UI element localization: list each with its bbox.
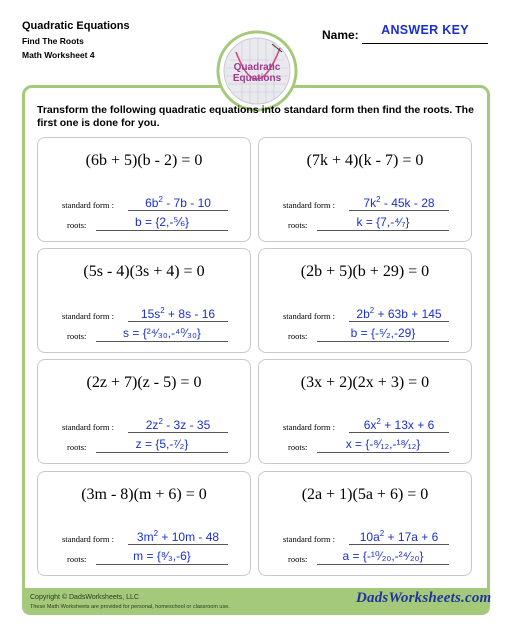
problem-card [37, 359, 251, 464]
sf-leading-term: 2b [356, 307, 370, 321]
answer-line [349, 544, 449, 545]
sf-exponent: 2 [158, 195, 163, 204]
answer-line [349, 210, 449, 211]
standard-form-answer [128, 529, 228, 544]
roots-answer: s = {²⁴⁄₃₀,-⁴⁰⁄₃₀} [123, 326, 201, 340]
standard-form-label: standard form : [283, 422, 335, 432]
sf-rest: + 10m - 48 [158, 530, 220, 544]
equation: (2a + 1)(5a + 6) = 0 [301, 486, 429, 503]
sf-leading-term: 6b [145, 196, 159, 210]
logo-line2: Equations [232, 73, 282, 84]
usage-note: These Math Worksheets are provided for personal, homeschool or classroom use. [30, 604, 230, 610]
roots-row [259, 216, 471, 232]
standard-form-label: standard form : [283, 311, 335, 321]
quadratic-equations-logo [216, 30, 298, 112]
problem-card [258, 137, 472, 242]
sf-rest: - 3z - 35 [162, 418, 211, 432]
roots-answer: k = {7,-⁴⁄₇} [356, 215, 410, 229]
roots-answer: x = {-⁸⁄₁₂,-¹⁸⁄₁₂} [345, 437, 421, 451]
roots-row [38, 327, 250, 343]
sf-exponent: 2 [376, 195, 381, 204]
standard-form-answer [128, 195, 228, 210]
answer-line [317, 564, 449, 565]
sf-exponent: 2 [376, 417, 381, 426]
sf-rest: + 13x + 6 [380, 418, 435, 432]
roots-answer: m = {⁸⁄₃,-6} [133, 549, 191, 563]
answer-line [128, 321, 228, 322]
worksheet-header [22, 20, 130, 60]
standard-form-label: standard form : [62, 200, 114, 210]
roots-label: roots: [288, 220, 308, 230]
instructions: Transform the following quadratic equations into standard form then find the roots. The first one is done for you. [37, 104, 474, 129]
answer-line [96, 564, 228, 565]
worksheet-subtitle: Find The Roots [22, 36, 84, 46]
answer-line [317, 230, 449, 231]
answer-line [128, 210, 228, 211]
answer-line [96, 230, 228, 231]
standard-form-label: standard form : [62, 534, 114, 544]
dadsworksheets-logo [356, 590, 491, 607]
answer-line [96, 452, 228, 453]
roots-answer: a = {-¹⁰⁄₂₀,-²⁴⁄₂₀} [342, 549, 424, 563]
standard-form-row [38, 307, 250, 323]
answer-line [128, 544, 228, 545]
standard-form-row [38, 530, 250, 546]
standard-form-row [259, 418, 471, 434]
standard-form-row [38, 196, 250, 212]
answer-line [96, 341, 228, 342]
roots-row [38, 550, 250, 566]
standard-form-row [259, 307, 471, 323]
worksheet-number: Math Worksheet 4 [22, 50, 95, 60]
brand-worksheets: Worksheets.com [388, 590, 492, 606]
equation: (3x + 2)(2x + 3) = 0 [300, 374, 430, 391]
equation: (3m - 8)(m + 6) = 0 [81, 486, 207, 503]
sf-exponent: 2 [160, 306, 165, 315]
problem-card [37, 471, 251, 576]
sf-leading-term: 15s [140, 307, 161, 321]
sf-rest: - 45k - 28 [380, 196, 435, 210]
problem-card [37, 248, 251, 353]
sf-rest: + 17a + 6 [384, 530, 439, 544]
roots-row [259, 438, 471, 454]
roots-row [38, 438, 250, 454]
standard-form-label: standard form : [283, 534, 335, 544]
logo-line1: Quadratic [233, 62, 281, 73]
standard-form-row [259, 530, 471, 546]
name-line [362, 43, 488, 44]
problem-card [37, 137, 251, 242]
sf-exponent: 2 [153, 529, 159, 538]
roots-label: roots: [288, 331, 308, 341]
equation: (2b + 5)(b + 29) = 0 [300, 263, 430, 280]
roots-row [38, 216, 250, 232]
brand-dads: Dads [356, 590, 389, 606]
problem-card [258, 359, 472, 464]
standard-form-row [38, 418, 250, 434]
problem-card [258, 248, 472, 353]
roots-label: roots: [67, 331, 87, 341]
sf-exponent: 2 [158, 417, 163, 426]
standard-form-answer [349, 306, 449, 321]
roots-label: roots: [288, 554, 308, 564]
standard-form-answer [128, 417, 228, 432]
equation: (7k + 4)(k - 7) = 0 [306, 152, 424, 169]
roots-label: roots: [288, 442, 308, 452]
roots-row [259, 550, 471, 566]
standard-form-answer [128, 306, 228, 321]
standard-form-answer [349, 417, 449, 432]
sf-exponent: 2 [379, 529, 385, 538]
sf-leading-term: 7k [363, 196, 377, 210]
answer-line [349, 432, 449, 433]
sf-exponent: 2 [369, 306, 375, 315]
worksheet-title: Quadratic Equations [22, 20, 130, 32]
standard-form-row [259, 196, 471, 212]
sf-leading-term: 10a [359, 530, 380, 544]
standard-form-label: standard form : [62, 422, 114, 432]
name-value: ANSWER KEY [381, 23, 469, 37]
answer-line [349, 321, 449, 322]
roots-answer: b = {2,-⅚} [135, 215, 189, 229]
roots-answer: b = {-⁵⁄₂,-29} [350, 326, 416, 340]
problem-card [258, 471, 472, 576]
sf-leading-term: 3m [136, 530, 154, 544]
answer-line [317, 341, 449, 342]
answer-line [128, 432, 228, 433]
name-field [322, 22, 492, 46]
sf-rest: + 8s - 16 [164, 307, 216, 321]
roots-label: roots: [67, 442, 87, 452]
standard-form-answer [349, 529, 449, 544]
standard-form-label: standard form : [283, 200, 335, 210]
sf-rest: - 7b - 10 [162, 196, 211, 210]
equation: (6b + 5)(b - 2) = 0 [85, 152, 203, 169]
standard-form-answer [349, 195, 449, 210]
equation: (5s - 4)(3s + 4) = 0 [83, 263, 205, 280]
roots-label: roots: [67, 220, 87, 230]
copyright: Copyright © DadsWorksheets, LLC [30, 594, 139, 601]
sf-leading-term: 6x [363, 418, 377, 432]
name-label: Name: [322, 28, 359, 42]
sf-rest: + 63b + 145 [374, 307, 442, 321]
roots-answer: z = {5,-⁷⁄₂} [135, 437, 189, 451]
roots-label: roots: [67, 554, 87, 564]
answer-line [317, 452, 449, 453]
roots-row [259, 327, 471, 343]
standard-form-label: standard form : [62, 311, 114, 321]
equation: (2z + 7)(z - 5) = 0 [86, 374, 202, 391]
sf-leading-term: 2z [145, 418, 159, 432]
